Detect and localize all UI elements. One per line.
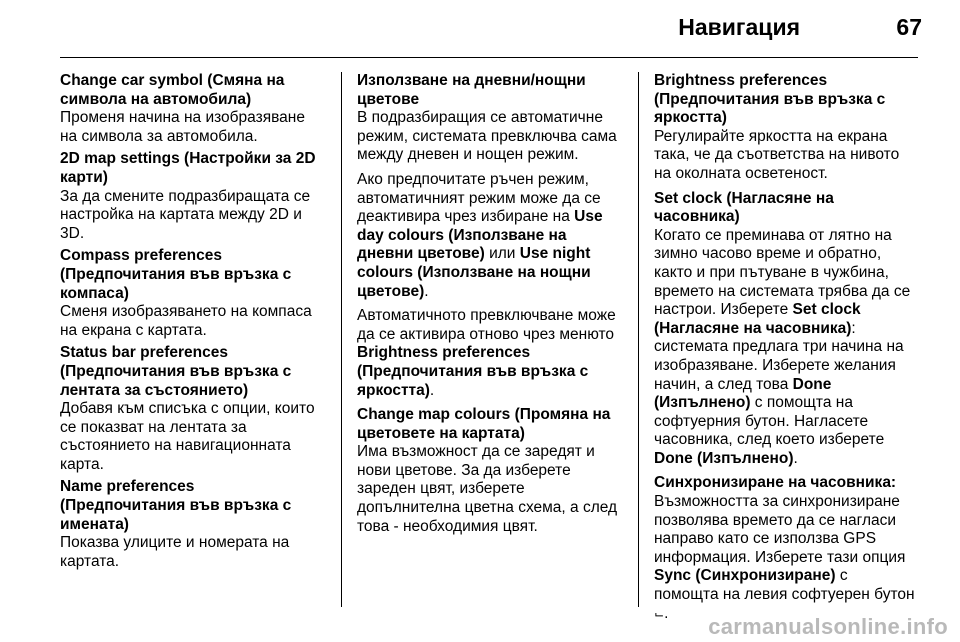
entry-body: Има възможност да се заредят и нови цветове. За да изберете зареден цвят, изберете допълнителна цветна схема, а след това - необходимия цвят.: [357, 443, 618, 535]
text-run: .: [793, 449, 798, 467]
column-divider: [341, 72, 342, 607]
entry-body: Добавя към списъка с опции, които се показват на лентата за състоянието на навигационната карта.: [60, 400, 315, 473]
text-run: Автоматичното превключване може да се активира отново чрез менюто: [357, 307, 616, 343]
entry-set-clock: [654, 190, 916, 469]
text-run: Възможността за синхронизиране позволява времето да се нагласи направо като се използва GPS информация. Изберете тази опция: [654, 493, 906, 566]
entry-heading: Status bar preferences (Предпочитания във връзка с лентата за състоянието): [60, 344, 292, 399]
entry-brightness-preferences: [654, 72, 916, 184]
text-run: .: [429, 381, 435, 399]
entry-compass-preferences: [60, 247, 322, 340]
entry-body: Показва улиците и номерата на картата.: [60, 534, 290, 570]
menu-reference: Set clock (Нагласяне на часовника): [654, 301, 861, 337]
entry-body: [654, 227, 916, 469]
entry-2d-map-settings: [60, 150, 322, 243]
text-run: с помощта на левия софтуерен бутон: [654, 567, 915, 604]
entry-status-bar-preferences: [60, 344, 322, 474]
column-1: [60, 72, 322, 575]
menu-reference: Use day colours (Използване на дневни цветове): [357, 208, 603, 263]
left-softkey-icon: ⌙: [654, 606, 665, 621]
column-3: [654, 72, 916, 627]
entry-heading: Използване на дневни/нощни цветове: [357, 72, 586, 108]
page-number: 67: [896, 14, 922, 40]
text-run: или: [484, 245, 520, 263]
menu-reference: Use night colours (Използване на нощни цветове): [357, 245, 591, 300]
entry-change-map-colours: [357, 406, 619, 536]
menu-reference: Done (Изпълнено): [654, 449, 794, 467]
text-run: с помощта на софтуерния бутон. Нагласете часовника, след което изберете: [654, 394, 885, 449]
entry-body: Сменя изобразяването на компаса на екрана с картата.: [60, 303, 312, 339]
page-title: Навигация: [678, 14, 800, 40]
entry-heading: Change car symbol (Смяна на символа на автомобила): [60, 72, 285, 108]
entry-day-night-colours: [357, 72, 619, 165]
entry-body: В подразбиращия се автоматичне режим, системата превключва сама между дневен и нощен режим.: [357, 109, 617, 164]
entry-heading: 2D map settings (Настройки за 2D карти): [60, 150, 316, 186]
entry-heading: Compass preferences (Предпочитания във връзка с компаса): [60, 247, 292, 302]
menu-reference: Done (Изпълнено): [654, 375, 832, 412]
entry-heading: Change map colours (Промяна на цветовете на картата): [357, 406, 611, 442]
text-run: Когато се преминава от лятно на зимно часово време и обратно, както и при пътуване в чужбина, времето на системата трябва да се настрои. Изберете: [654, 226, 911, 319]
column-2: [357, 72, 619, 540]
entry-body: [654, 493, 916, 623]
entry-heading: Set clock (Нагласяне на часовника): [654, 189, 834, 226]
entry-heading: Name preferences (Предпочитания във връзка с имената): [60, 478, 292, 533]
text-run: .: [664, 604, 669, 622]
menu-reference: Sync (Синхронизиране): [654, 567, 836, 585]
entry-heading: Brightness preferences (Предпочитания във връзка с яркостта): [654, 72, 886, 127]
text-run: : системата предлага три начина на изобразяване. Изберете желания начин, а след това: [654, 319, 904, 393]
entry-body: Променя начина на изобразяване на символа за автомобила.: [60, 109, 305, 145]
menu-reference: Brightness preferences (Предпочитания във връзка с яркостта): [357, 344, 589, 399]
entry-change-car-symbol: [60, 72, 322, 146]
paragraph-manual-mode: [357, 171, 619, 301]
entry-body: За да смените подразбиращата се настройка на картата между 2D и 3D.: [60, 187, 311, 242]
column-divider: [638, 72, 639, 607]
entry-name-preferences: [60, 478, 322, 571]
entry-sync-clock: [654, 474, 916, 623]
watermark: carmanualsonline.info: [708, 614, 948, 639]
text-run: Ако предпочитате ръчен режим, автоматичният режим може да се деактивира чрез избиране на: [357, 170, 601, 226]
text-run: .: [424, 282, 429, 300]
entry-heading: Синхронизиране на часовника:: [654, 474, 897, 492]
header-divider: [60, 57, 918, 58]
paragraph-auto-switch: [357, 307, 619, 400]
entry-body: Регулирайте яркостта на екрана така, че да съответства на нивото на околната осветеност.: [654, 127, 900, 182]
